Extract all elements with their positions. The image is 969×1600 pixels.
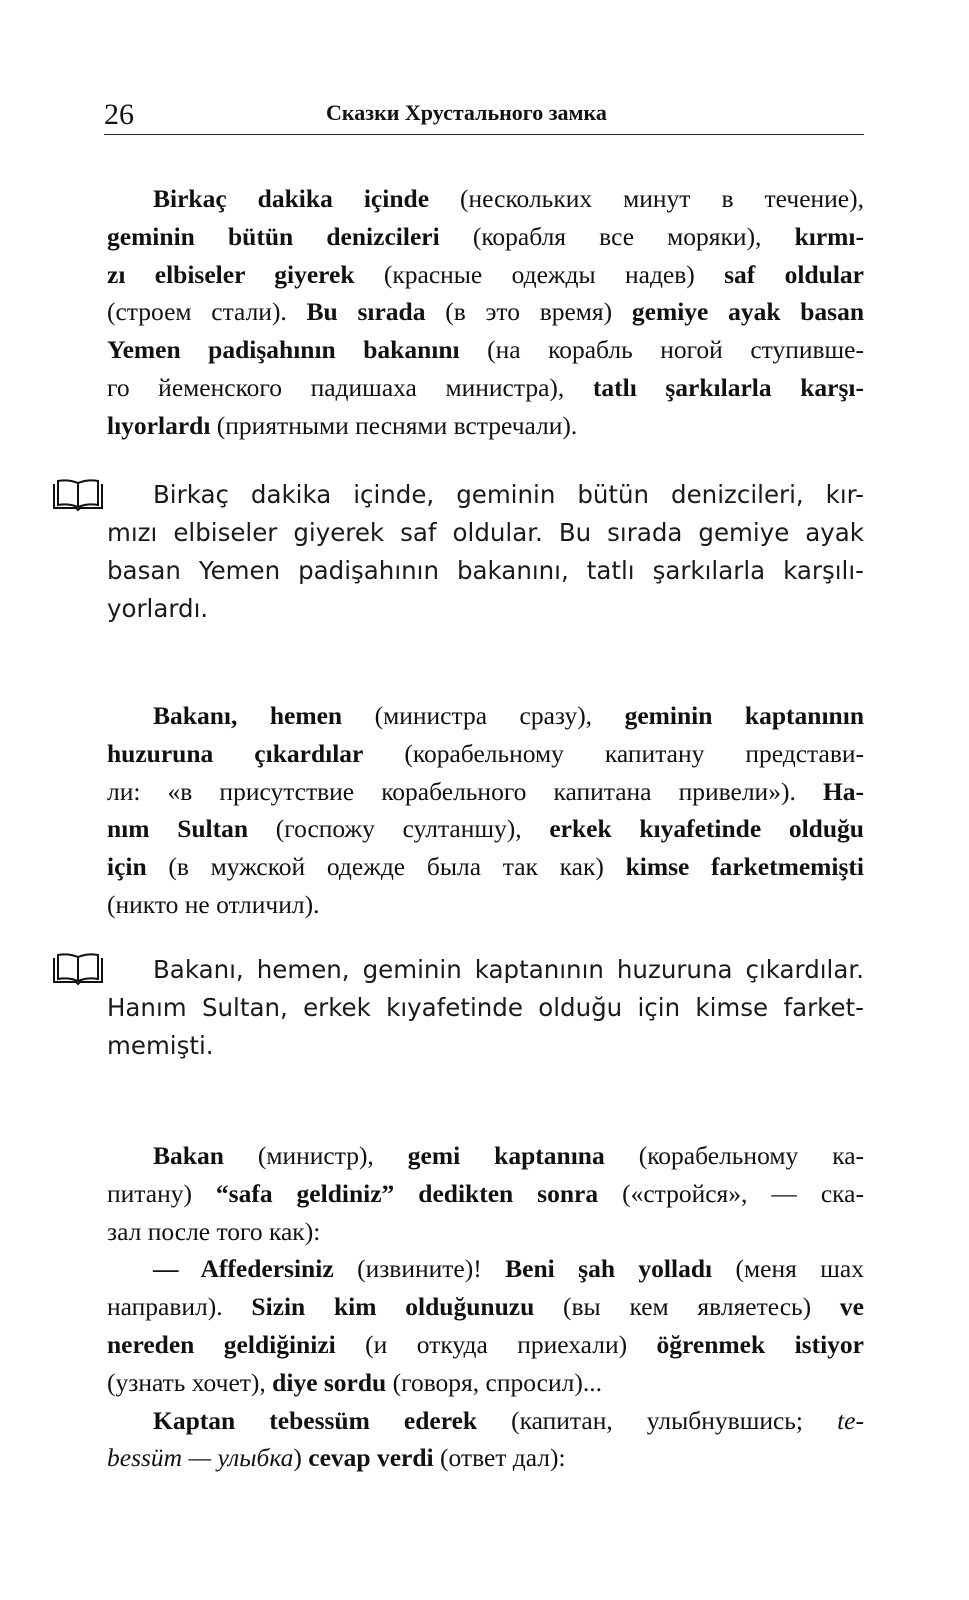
gloss-paragraph-2 (107, 697, 864, 924)
gloss-line: için (в мужской одежде была так как) kimse farketmemişti (107, 852, 864, 882)
gloss-line: huzuruna çıkardılar (корабельному капитану представи- (107, 738, 864, 768)
gloss-paragraph-1 (107, 180, 864, 445)
gloss-line: Kaptan tebessüm ederek (капитан, улыбнувшись; te- (153, 1405, 864, 1435)
gloss-line: — Affedersiniz (извините)! Beni şah yolladı (меня шах (153, 1254, 864, 1284)
reading-line: Bakanı, hemen, geminin kaptanının huzuruna çıkardılar. (153, 955, 864, 984)
gloss-line: Bakan (министр), gemi kaptanına (корабельному ка- (153, 1141, 865, 1170)
reading-line: Birkaç dakika içinde, geminin bütün denizcileri, kır- (153, 480, 864, 509)
gloss-line: Bakanı, hemen (министра сразу), geminin kaptanının (153, 701, 865, 730)
page-header (104, 96, 864, 135)
gloss-line: bessüm — улыбка) cevap verdi (ответ дал): (107, 1443, 566, 1473)
gloss-line: (никто не отличил). (107, 889, 320, 919)
gloss-line: zı elbiseler giyerek (красные одежды надев) saf oldular (107, 259, 864, 289)
reading-line: Hanım Sultan, erkek kıyafetinde olduğu için kimse farket- (107, 993, 864, 1022)
page-number: 26 (104, 98, 134, 131)
reading-paragraph-2 (107, 951, 864, 1065)
reading-line: memişti. (107, 1031, 214, 1060)
open-book-icon (52, 478, 104, 512)
gloss-line: ли: «в присутствие корабельного капитана привели»). Ha- (107, 776, 864, 806)
gloss-line: nereden geldiğinizi (и откуда приехали) öğrenmek istiyor (107, 1329, 864, 1359)
gloss-line: го йеменского падишаха министра), tatlı şarkılarla karşı- (107, 372, 864, 402)
open-book-icon (52, 952, 104, 986)
gloss-line: Birkaç dakika içinde (нескольких минут в течение), (153, 184, 864, 213)
gloss-line: (строем стали). Bu sırada (в это время) gemiye ayak basan (107, 297, 865, 327)
gloss-line: lıyorlardı (приятными песнями встречали). (107, 410, 578, 440)
running-title: Сказки Хрустального замка (326, 100, 607, 125)
gloss-line: nım Sultan (госпожу султаншу), erkek kıyafetinde olduğu (107, 814, 864, 844)
gloss-line: (узнать хочет), diye sordu (говоря, спросил)... (107, 1367, 602, 1397)
gloss-line: Yemen padişahının bakanını (на корабль ногой ступивше- (107, 335, 864, 365)
reading-line: basan Yemen padişahının bakanını, tatlı şarkılarla karşılı- (107, 556, 864, 585)
reading-line: mızı elbiseler giyerek saf oldular. Bu sırada gemiye ayak (107, 518, 864, 547)
gloss-line: направил). Sizin kim olduğunuzu (вы кем являетесь) ve (107, 1292, 864, 1322)
gloss-line: питану) “safa geldiniz” dedikten sonra («стройся», — ска- (107, 1178, 864, 1208)
gloss-paragraph-3 (107, 1137, 864, 1477)
reading-line: yorlardı. (107, 594, 209, 623)
reading-paragraph-1 (107, 476, 864, 628)
gloss-line: зал после того как): (107, 1216, 321, 1246)
gloss-line: geminin bütün denizcileri (корабля все моряки), kırmı- (107, 221, 864, 251)
